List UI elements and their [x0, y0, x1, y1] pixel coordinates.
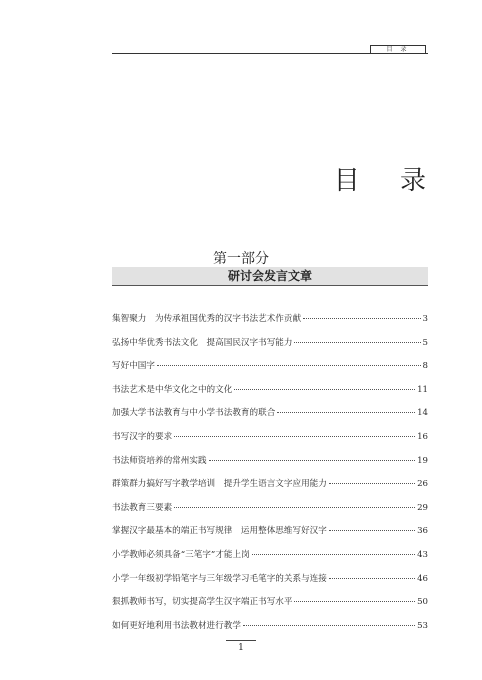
toc-entry-title: 加强大学书法教育与中小学书法教育的联合 — [112, 408, 276, 419]
toc-entry-title: 小学一年级初学铅笔字与三年级学习毛笔字的关系与连接 — [112, 573, 327, 584]
toc-entry-title: 书法教育三要素 — [112, 502, 173, 513]
header-rule — [112, 53, 428, 54]
toc-entry[interactable] — [112, 359, 428, 383]
toc-entry-title: 弘扬中华优秀书法文化 提高国民汉字书写能力 — [112, 337, 293, 348]
page-number: 1 — [238, 643, 244, 653]
table-of-contents — [112, 312, 428, 642]
toc-leader-dots — [209, 460, 416, 461]
toc-leader-dots — [252, 554, 415, 555]
toc-leader-dots — [174, 436, 415, 437]
toc-entry[interactable] — [112, 336, 428, 360]
toc-leader-dots — [157, 365, 421, 366]
toc-entry-title: 小学教师必须具备“三笔字”才能上岗 — [112, 549, 250, 560]
toc-entry[interactable] — [112, 619, 428, 643]
toc-entry-page: 26 — [417, 479, 428, 490]
page-title: 目 录 — [333, 166, 442, 196]
toc-entry-title: 书写汉字的要求 — [112, 431, 173, 442]
toc-entry-page: 16 — [417, 431, 428, 442]
toc-leader-dots — [174, 507, 415, 508]
toc-entry[interactable] — [112, 406, 428, 430]
toc-entry-page: 11 — [417, 384, 428, 395]
toc-entry-title: 掌握汉字最基本的端正书写规律 运用整体思维写好汉字 — [112, 526, 327, 537]
toc-leader-dots — [234, 389, 415, 390]
toc-entry-title: 写好中国字 — [112, 361, 155, 372]
toc-entry[interactable] — [112, 501, 428, 525]
toc-entry[interactable] — [112, 572, 428, 596]
toc-entry-title: 群策群力搞好写字教学培训 提升学生语言文字应用能力 — [112, 479, 327, 490]
toc-leader-dots — [294, 342, 420, 343]
toc-leader-dots — [243, 625, 415, 626]
footer-rule — [226, 640, 256, 641]
toc-leader-dots — [277, 412, 415, 413]
toc-entry-page: 14 — [417, 408, 428, 419]
toc-entry-title: 狠抓教师书写，切实提高学生汉字端正书写水平 — [112, 597, 293, 608]
toc-entry-page: 46 — [417, 573, 428, 584]
part-heading: 第一部分 — [213, 251, 269, 267]
toc-entry[interactable] — [112, 477, 428, 501]
toc-entry-page: 5 — [422, 337, 428, 348]
toc-leader-dots — [294, 601, 415, 602]
toc-entry-page: 3 — [422, 314, 428, 324]
toc-entry-page: 53 — [417, 620, 428, 631]
toc-entry[interactable] — [112, 454, 428, 478]
toc-leader-dots — [329, 530, 415, 531]
toc-entry[interactable] — [112, 312, 428, 336]
toc-entry-page: 8 — [422, 361, 428, 372]
toc-entry-title: 书法艺术是中华文化之中的文化 — [112, 384, 233, 395]
section-heading: 研讨会发言文章 — [112, 267, 428, 286]
toc-entry-page: 19 — [417, 455, 428, 466]
toc-entry-title: 集智聚力 为传承祖国优秀的汉字书法艺术作贡献 — [112, 314, 302, 324]
toc-entry[interactable] — [112, 383, 428, 407]
toc-entry[interactable] — [112, 524, 428, 548]
toc-leader-dots — [329, 483, 415, 484]
toc-entry-title: 如何更好地利用书法教材进行教学 — [112, 620, 241, 631]
toc-entry[interactable] — [112, 430, 428, 454]
toc-entry-page: 50 — [417, 597, 428, 608]
running-header-tab: 目 录 — [370, 45, 426, 54]
toc-entry-page: 36 — [417, 526, 428, 537]
toc-leader-dots — [329, 578, 415, 579]
toc-entry-page: 29 — [417, 502, 428, 513]
toc-entry[interactable] — [112, 548, 428, 572]
toc-entry[interactable] — [112, 595, 428, 619]
toc-entry-title: 书法师资培养的常州实践 — [112, 455, 207, 466]
toc-leader-dots — [303, 318, 420, 319]
toc-entry-page: 43 — [417, 549, 428, 560]
